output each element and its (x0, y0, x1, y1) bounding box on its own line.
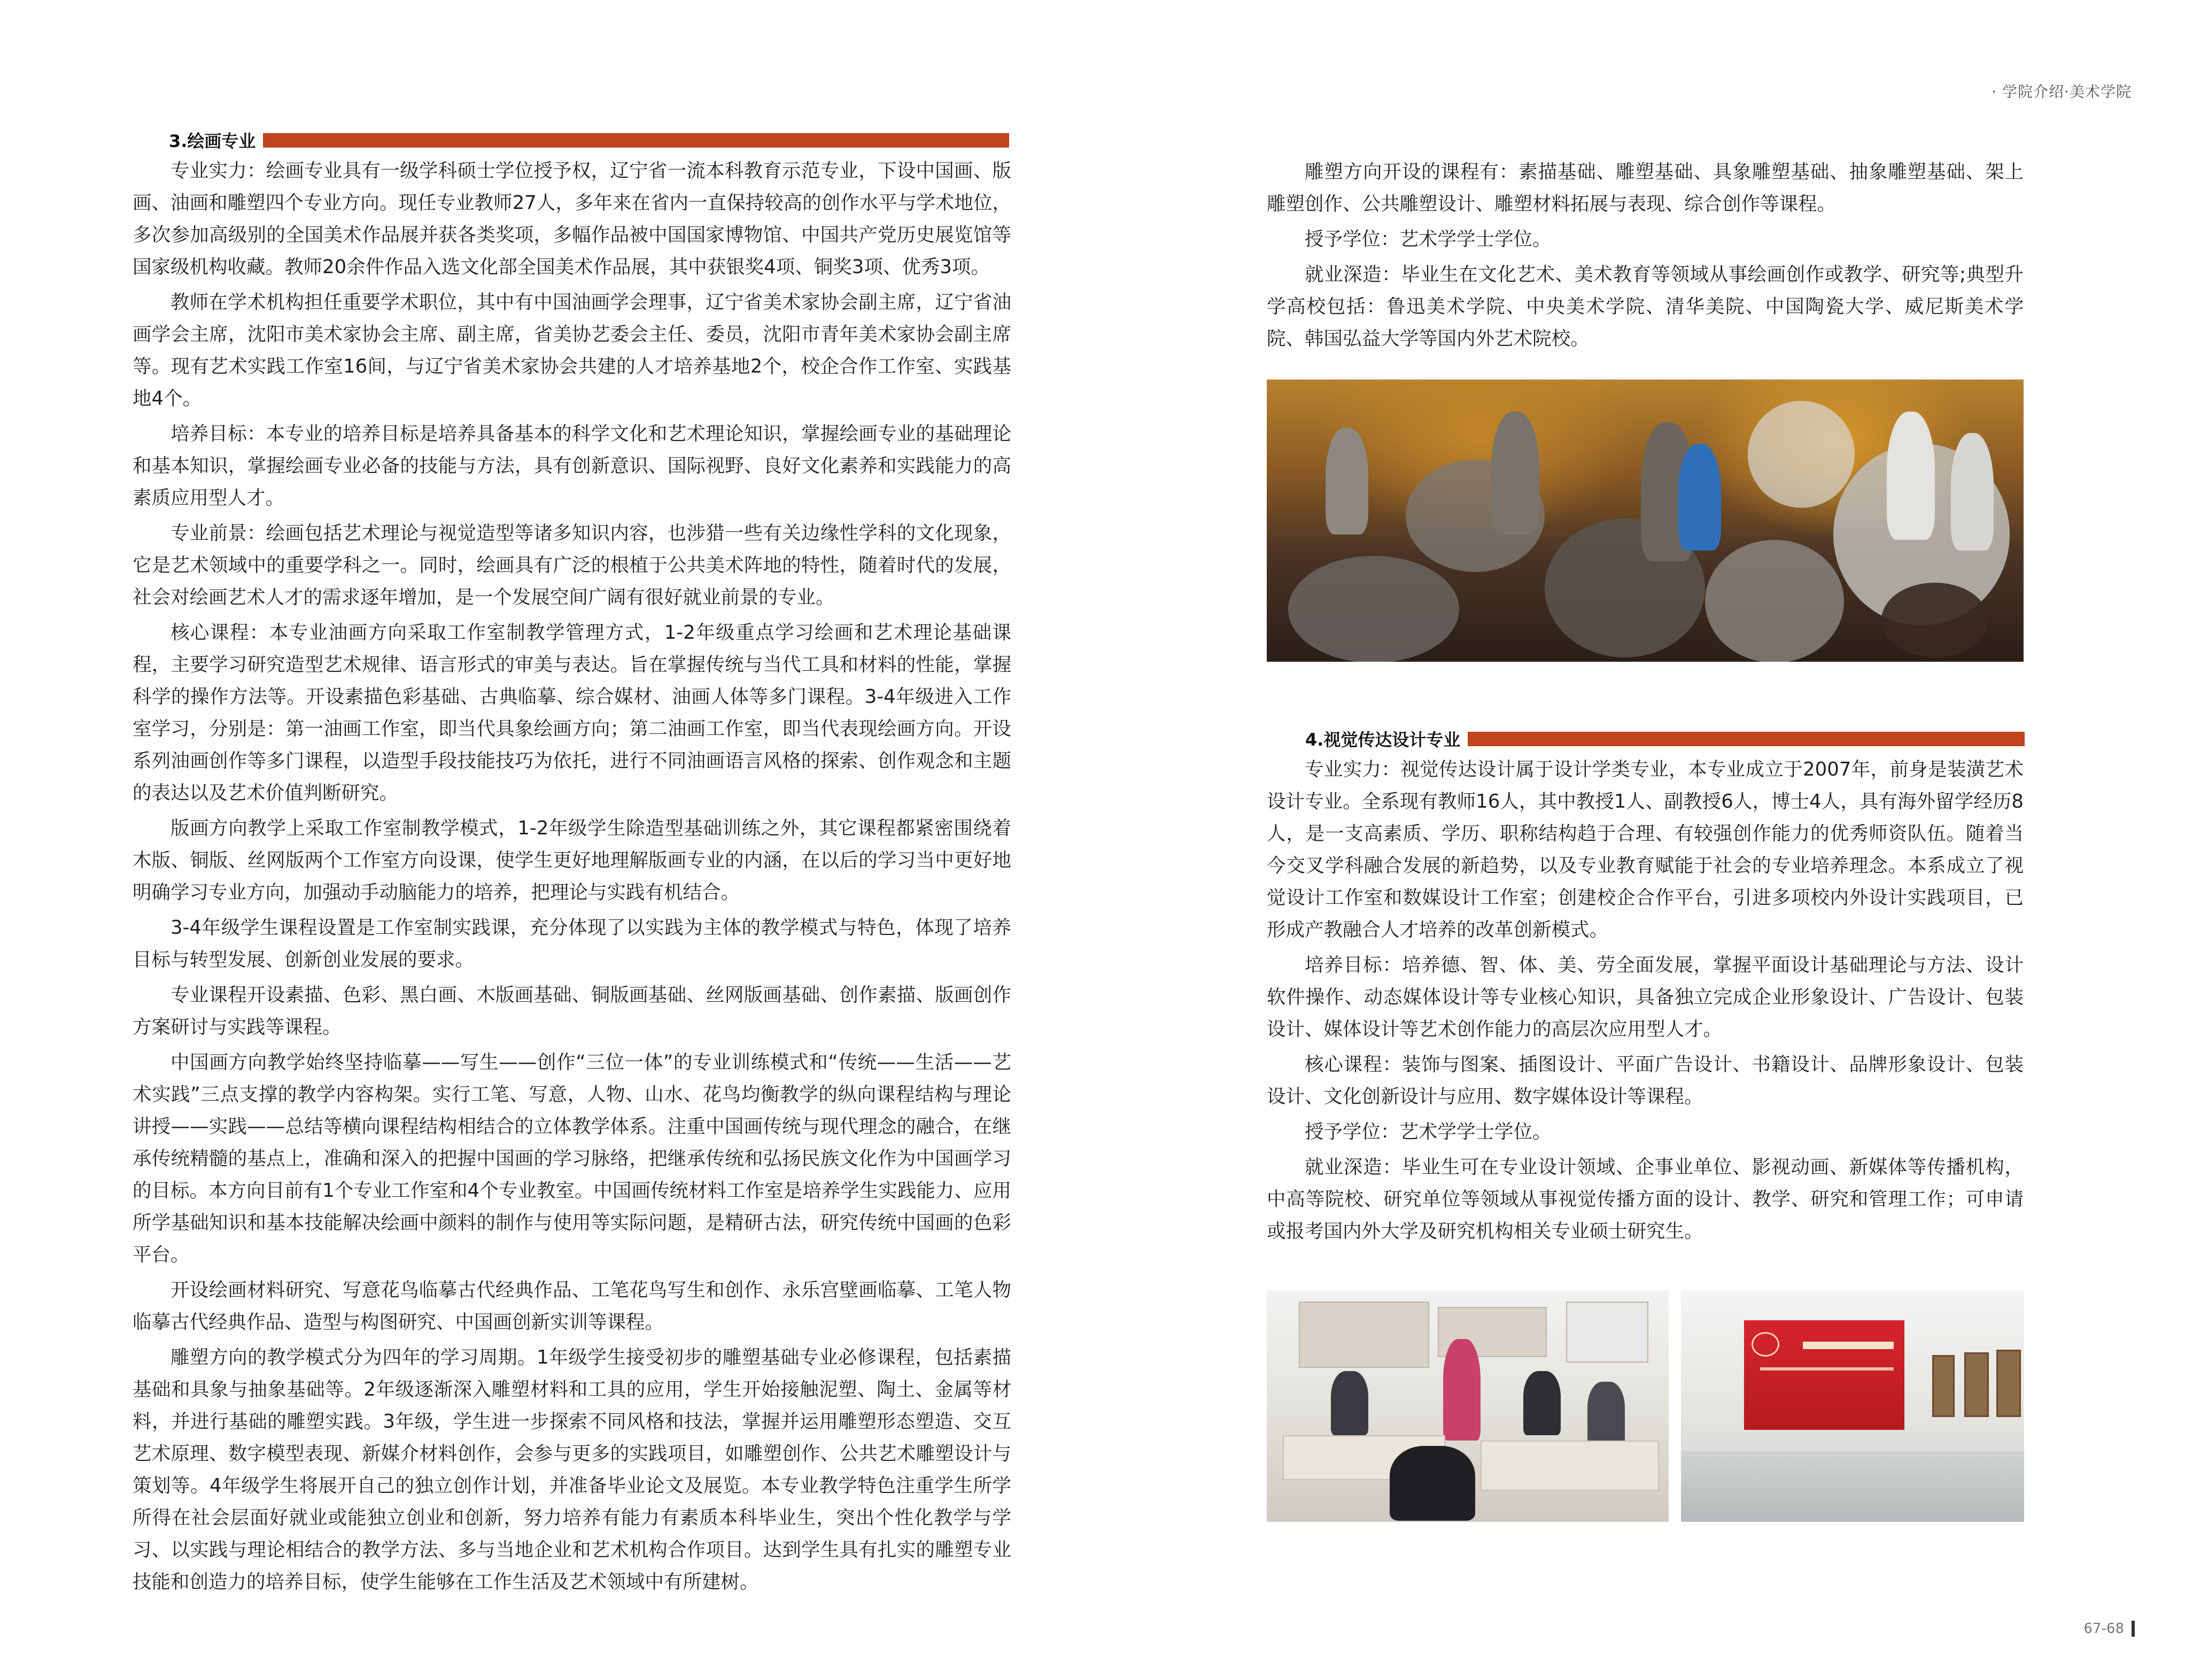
paragraph: 专业实力：绘画专业具有一级学科硕士学位授予权，辽宁省一流本科教育示范专业，下设中国画、版画、油画和雕塑四个专业方向。现任专业教师27人，多年来在省内一直保持较高的创作水平与学术地位，多次参加高级别的全国美术作品展并获各类奖项，多幅作品被中国国家博物馆、中国共产党历史展览馆等国家级机构收藏。教师20余件作品入选文化部全国美术作品展，其中获银奖4项、铜奖3项、优秀3项。 (133, 160, 1011, 278)
exhibition-hall-photo (1681, 1291, 2024, 1522)
section-title: 4.视觉传达设计专业 (1305, 730, 1461, 750)
section-heading-painting (169, 129, 1009, 151)
page-number: 67-68 (2083, 1621, 2135, 1637)
paragraph: 授予学位：艺术学学士学位。 (1305, 228, 1552, 250)
section-heading-visual (1305, 728, 2025, 749)
studio-classroom-photo (1267, 1291, 1669, 1522)
heading-accent-bar (1468, 732, 2025, 746)
paragraph: 专业课程开设素描、色彩、黑白画、木版画基础、铜版画基础、丝网版画基础、创作素描、版画创作方案研讨与实践等课程。 (133, 984, 1011, 1038)
paragraph: 3-4年级学生课程设置是工作室制实践课，充分体现了以实践为主体的教学模式与特色，体现了培养目标与转型发展、创新创业发展的要求。 (133, 917, 1011, 971)
paragraph: 雕塑方向的教学模式分为四年的学习周期。1年级学生接受初步的雕塑基础专业必修课程，包括素描基础和具象与抽象基础等。2年级逐渐深入雕塑材料和工具的应用，学生开始接触泥塑、陶土、金属等材料，并进行基础的雕塑实践。3年级，学生进一步探索不同风格和技法，掌握并运用雕塑形态塑造、交互艺术原理、数字模型表现、新媒介材料创作，会参与更多的实践项目，如雕塑创作、公共艺术雕塑设计与策划等。4年级学生将展开自己的独立创作计划，并准备毕业论文及展览。本专业教学特色注重学生所学所得在社会层面好就业或能独立创业和创新，努力培养有能力有素质本科毕业生，突出个性化教学与学习、以实践与理论相结合的教学方法、多与当地企业和艺术机构合作项目。达到学生具有扎实的雕塑专业技能和创造力的培养目标，使学生能够在工作生活及艺术领域中有所建树。 (133, 1346, 1011, 1593)
section-title: 3.绘画专业 (169, 131, 256, 151)
paragraph: 就业深造：毕业生在文化艺术、美术教育等领域从事绘画创作或教学、研究等;典型升学高校包括：鲁迅美术学院、中央美术学院、清华美院、中国陶瓷大学、威尼斯美术学院、韩国弘益大学等国内外艺术院校。 (1267, 264, 2024, 350)
paragraph: 版画方向教学上采取工作室制教学模式，1-2年级学生除造型基础训练之外，其它课程都紧密围绕着木版、铜版、丝网版两个工作室方向设课，使学生更好地理解版画专业的内涵，在以后的学习当中更好地明确学习专业方向，加强动手动脑能力的培养，把理论与实践有机结合。 (133, 817, 1011, 903)
paragraph: 开设绘画材料研究、写意花鸟临摹古代经典作品、工笔花鸟写生和创作、永乐宫壁画临摹、工笔人物临摹古代经典作品、造型与构图研究、中国画创新实训等课程。 (133, 1279, 1011, 1333)
paragraph: 专业实力：视觉传达设计属于设计学类专业，本专业成立于2007年，前身是装潢艺术设计专业。全系现有教师16人，其中教授1人、副教授6人，博士4人，具有海外留学经历8人，是一支高素质、学历、职称结构趋于合理、有较强创作能力的优秀师资队伍。随着当今交叉学科融合发展的新趋势，以及专业教育赋能于社会的专业培养理念。本系成立了视觉设计工作室和数媒设计工作室；创建校企合作平台，引进多项校内外设计实践项目，已形成产教融合人才培养的改革创新模式。 (1267, 758, 2024, 941)
paragraph: 授予学位：艺术学学士学位。 (1305, 1121, 1552, 1143)
exhibition-banner (1744, 1320, 1904, 1430)
right-column-top-text (1267, 156, 2024, 358)
paragraph: 培养目标：本专业的培养目标是培养具备基本的科学文化和艺术理论知识，掌握绘画专业的基础理论和基本知识，掌握绘画专业必备的技能与方法，具有创新意识、国际视野、良好文化素养和实践能力的高素质应用型人才。 (133, 423, 1011, 509)
paragraph: 中国画方向教学始终坚持临摹——写生——创作“三位一体”的专业训练模式和“传统——生活——艺术实践”三点支撑的教学内容构架。实行工笔、写意，人物、山水、花鸟均衡教学的纵向课程结构与理论讲授——实践——总结等横向课程结构相结合的立体教学体系。注重中国画传统与现代理念的融合，在继承传统精髓的基点上，准确和深入的把握中国画的学习脉络，把继承传统和弘扬民族文化作为中国画学习的目标。本方向目前有1个专业工作室和4个专业教室。中国画传统材料工作室是培养学生实践能力、应用所学基础知识和基本技能解决绘画中颜料的制作与使用等实际问题，是精研古法，研究传统中国画的色彩平台。 (133, 1051, 1011, 1266)
paragraph: 专业前景：绘画包括艺术理论与视觉造型等诸多知识内容，也涉猎一些有关边缘性学科的文化现象，它是艺术领域中的重要学科之一。同时，绘画具有广泛的根植于公共美术阵地的特性，随着时代的发展，社会对绘画艺术人才的需求逐年增加，是一个发展空间广阔有很好就业前景的专业。 (133, 522, 1011, 608)
paragraph: 核心课程：本专业油画方向采取工作室制教学管理方式，1-2年级重点学习绘画和艺术理论基础课程，主要学习研究造型艺术规律、语言形式的审美与表达。旨在掌握传统与当代工具和材料的性能，掌握科学的操作方法等。开设素描色彩基础、古典临摹、综合媒材、油画人体等多门课程。3-4年级进入工作室学习，分别是：第一油画工作室，即当代具象绘画方向；第二油画工作室，即当代表现绘画方向。开设系列油画创作等多门课程，以造型手段技能技巧为依托，进行不同油画语言风格的探索、创作观念和主题的表达以及艺术价值判断研究。 (133, 622, 1011, 804)
heading-accent-bar (263, 133, 1009, 148)
paragraph: 培养目标：培养德、智、体、美、劳全面发展，掌握平面设计基础理论与方法、设计软件操作、动态媒体设计等专业核心知识，具备独立完成企业形象设计、广告设计、包装设计、媒体设计等艺术创作能力的高层次应用型人才。 (1267, 954, 2024, 1040)
paragraph: 核心课程：装饰与图案、插图设计、平面广告设计、书籍设计、品牌形象设计、包装设计、文化创新设计与应用、数字媒体设计等课程。 (1267, 1054, 2024, 1108)
running-header: · 学院介绍·美术学院 (1992, 83, 2132, 100)
paragraph: 就业深造：毕业生可在专业设计领域、企事业单位、影视动画、新媒体等传播机构，中高等院校、研究单位等领域从事视觉传播方面的设计、教学、研究和管理工作；可申请或报考国内外大学及研究机构相关专业硕士研究生。 (1267, 1156, 2024, 1242)
group-painting-image (1267, 380, 2024, 662)
right-column-visual-text (1267, 754, 2024, 1251)
paragraph: 教师在学术机构担任重要学术职位，其中有中国油画学会理事，辽宁省美术家协会副主席，辽宁省油画学会主席，沈阳市美术家协会主席、副主席，省美协艺委会主任、委员，沈阳市青年美术家协会副主席等。现有艺术实践工作室16间，与辽宁省美术家协会共建的人才培养基地2个，校企合作工作室、实践基地4个。 (133, 291, 1011, 409)
paragraph: 雕塑方向开设的课程有：素描基础、雕塑基础、具象雕塑基础、抽象雕塑基础、架上雕塑创作、公共雕塑设计、雕塑材料拓展与表现、综合创作等课程。 (1267, 161, 2024, 215)
left-column-text (133, 155, 1011, 1601)
